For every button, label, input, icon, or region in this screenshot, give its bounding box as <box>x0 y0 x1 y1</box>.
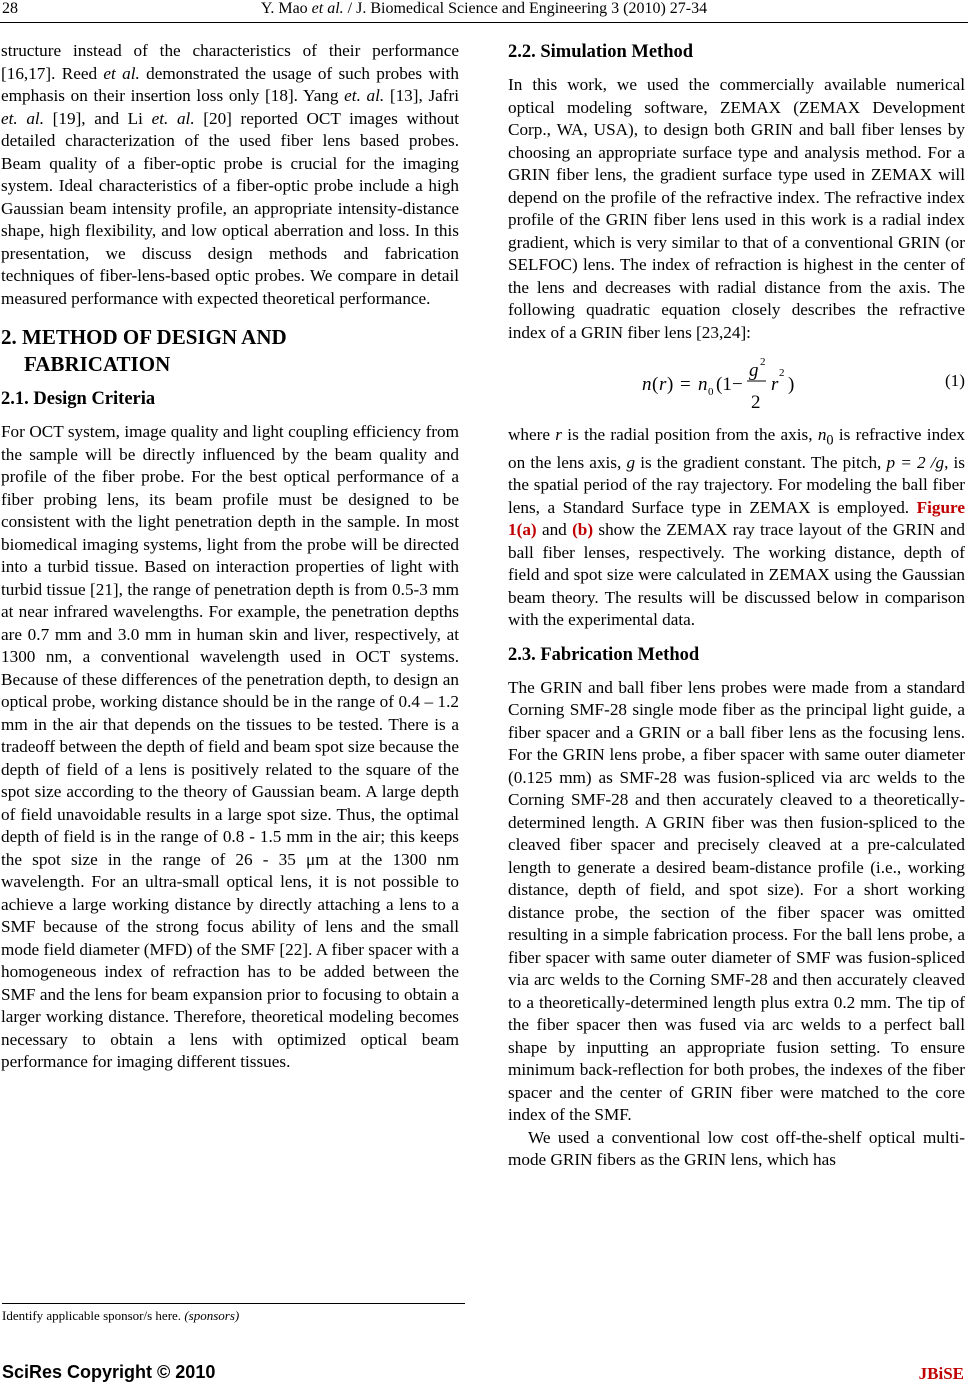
paragraph-fabrication: The GRIN and ball fiber lens probes were made from a standard Corning SMF-28 single mode fiber as the principal light guide, a fiber spacer and a GRIN or a ball fiber lens as the focusing lens. For the GRIN lens probe, a fiber spacer with same outer diameter (0.125 mm) as SMF-28 was fusion-spliced via arc welds to the Corning SMF-28 and then accurately cleaved to a theoretically-determined length. A GRIN fiber was then fusion-spliced to the cleaved fiber spacer and precisely cleaved at a pre-calculated length to generate a desired beam-distance profile (i.e., working distance, depth of field, and spot size). For a short working distance probe, the section of the fiber spacer was omitted resulting in a simple fabrication process. For the ball lens probe, a fiber spacer with same outer diameter of SMF was fusion-spliced via arc welds to the Corning SMF-28 and then accurately cleaved to a theoretically-determined length plus extra 0.2 mm. The tip of the fiber spacer then was fused via arc welds to a perfect ball shape by inputting an appropriate fusion setting. To ensure minimum back-reflection for both probes, the indexes of the fiber spacer and the center of GRIN fiber were matched to the core index of the SMF. <box>508 677 965 1125</box>
section-heading <box>1 324 459 378</box>
var-r: r <box>555 425 562 444</box>
page-number: 28 <box>2 0 18 17</box>
text-span: where <box>508 425 556 444</box>
equation-number: (1) <box>944 371 965 390</box>
svg-text:r: r <box>659 374 667 395</box>
paragraph-design-criteria: For OCT system, image quality and light coupling efficiency from the sample will be directly influenced by the beam quality and profile of the fiber probe. For the best optical performance of a fiber probing lens, its beam profile must be designed to be consistent with the light penetration depth in the sample. In most biomedical imaging systems, light from the probe will be directed into a turbid tissue. Based on interaction properties of light with turbid tissue [21], the range of penetration depth is from 0.5-3 mm at near infrared wavelengths. For example, the penetration depths are 0.7 mm and 3.0 mm in human skin and liver, respectively, at 1300 nm, a conventional wavelength used in OCT systems. Because of these differences of the penetration depth, to design an optical probe, working distance should be in the range of 0.4 – 1.2 mm in the air that depends on the tissues to be tested. There is a tradeoff between the depth of field and beam spot size because the depth of field of a lens is positively related to the square of the spot size according to the theory of Gaussian beam. A large depth of field unavoidable results in a large spot size. Thus, the optimal depth of field is in the range of 0.8 - 1.5 mm in the air; this keeps the spot size in the range of 26 - 35 μm at the 1300 nm wavelength. For an ultra-small optical lens, it is not possible to achieve a large working distance by directly attaching a lens to a SMF because of the strong focus ability of lens and the small mode field diameter (MFD) of the SMF [22]. A fiber spacer with a homogeneous index of refraction has to be added between the SMF and the lens for beam expansion prior to focusing to obtain a larger working distance. Therefore, theoretical modeling becomes necessary to obtain a lens with optimized optical beam performance for imaging different tissues. <box>1 422 459 1071</box>
paragraph-grin-fibers: We used a conventional low cost off-the-shelf optical multi-mode GRIN fibers as the GRIN lens, which has <box>508 1127 965 1170</box>
var-g: g <box>626 452 636 472</box>
pitch-formula: p = 2 /g <box>886 452 945 472</box>
paragraph-intro-continued <box>1 40 459 310</box>
header-etal: et al. <box>311 0 344 17</box>
left-column <box>1 40 459 1074</box>
etal: et. al. <box>344 86 385 105</box>
subsection-heading-simulation: 2.2. Simulation Method <box>508 42 694 62</box>
text-span: is the radial position from the axis, <box>562 425 818 444</box>
svg-text:(1: (1 <box>716 374 732 395</box>
footer-journal-abbrev: JBiSE <box>918 1364 964 1383</box>
figure-1b-link[interactable]: (b) <box>572 520 594 540</box>
running-title <box>0 0 968 18</box>
paragraph-simulation: In this work, we used the commercially available numerical optical modeling software, ZEMAX (ZEMAX Development Corp., WA, USA), to design both GRIN and ball fiber lenses by choosing an appropriate surface type and analysis method. For a GRIN fiber lens, the gradient surface type used in ZEMAX will depend on the profile of the refractive index. The refractive index profile of the GRIN fiber lens used in this work is a radial index gradient, which is very similar to that of a conventional GRIN (or SELFOC) lens. The index of refraction is highest in the center of the lens and decreases with radial distance from the axis. The following quadratic equation closely describes the refractive index of a GRIN fiber lens [23,24]: <box>508 75 965 342</box>
footnote-sponsors: (sponsors) <box>184 1308 240 1323</box>
footnote-rule <box>2 1303 465 1304</box>
paragraph-variables <box>508 424 965 632</box>
footer-copyright: SciRes Copyright © 2010 <box>2 1362 216 1382</box>
text-span: and <box>536 520 573 540</box>
etal: et al. <box>103 63 140 83</box>
var-n0-sub: 0 <box>826 432 834 449</box>
svg-text:2: 2 <box>760 356 766 368</box>
svg-text:): ) <box>667 374 674 395</box>
svg-text:2: 2 <box>779 367 785 379</box>
equation-1 <box>508 350 965 416</box>
text-span: [19], and Li <box>44 108 152 128</box>
text-span: show the ZEMAX ray trace layout of the GRIN and ball fiber lenses, respectively. The working distance, depth of field and spot size were calculated in ZEMAX using the Gaussian beam theory. The results will be discussed below in comparison with the experimental data. <box>508 520 965 630</box>
header-author: Y. Mao <box>260 0 308 17</box>
text-span: , is the spatial period of the ray trajectory. For modeling the ball fiber lens, a Standard Surface type in ZEMAX is employed. <box>508 452 966 517</box>
svg-text:2: 2 <box>751 392 761 413</box>
footnote-text: Identify applicable sponsor/s here. <box>2 1308 185 1323</box>
right-column <box>508 41 965 1172</box>
figure-1a-link[interactable]: Figure 1(a) <box>508 497 965 540</box>
svg-text:g: g <box>749 360 759 381</box>
svg-text:n: n <box>698 374 708 395</box>
equation-graphic <box>632 350 832 416</box>
etal: et. al. <box>1 108 45 128</box>
text-span: is the gradient constant. The pitch, <box>635 452 887 472</box>
svg-text:n: n <box>642 374 652 395</box>
svg-text:): ) <box>788 374 795 395</box>
text-span: [13], Jafri <box>384 86 459 105</box>
text-span: [20] reported OCT images without detailed characterization of the used fiber lens based probes. Beam quality of a fiber-optic probe is crucial for the imaging system. Ideal characteristics of a fiber-optic probe include a high Gaussian beam intensity profile, an appropriate intensity-distance shape, high flexibility, and low optical aberration and loss. In this presentation, we discuss design methods and fabrication techniques of fiber-lens-based optic probes. We compare in detail measured performance with expected theoretical performance. <box>1 108 459 308</box>
svg-text:0: 0 <box>708 386 714 398</box>
text-span: structure instead of the characteristics of their performance [16,17]. Reed <box>1 41 459 83</box>
svg-text:r: r <box>771 374 779 395</box>
svg-text:(: ( <box>652 374 659 395</box>
header-journal: / J. Biomedical Science and Engineering 3 (2010) 27-34 <box>347 0 708 17</box>
section-heading-line1: 2. METHOD OF DESIGN AND <box>1 325 287 349</box>
var-n0: n <box>817 425 827 444</box>
subsection-heading-fabrication: 2.3. Fabrication Method <box>508 644 700 665</box>
etal: et. al. <box>151 108 195 128</box>
running-header <box>0 0 968 23</box>
section-heading-line2: FABRICATION <box>24 352 171 376</box>
svg-text:−: − <box>732 374 743 395</box>
subsection-heading-design: 2.1. Design Criteria <box>1 389 156 409</box>
text-span: demonstrated the usage of such probes with emphasis on their insertion loss only [18]. Yang <box>1 63 459 105</box>
text-span: is refractive index on the lens axis, <box>508 425 965 472</box>
footnote <box>2 1308 239 1324</box>
svg-text:=: = <box>680 374 691 395</box>
